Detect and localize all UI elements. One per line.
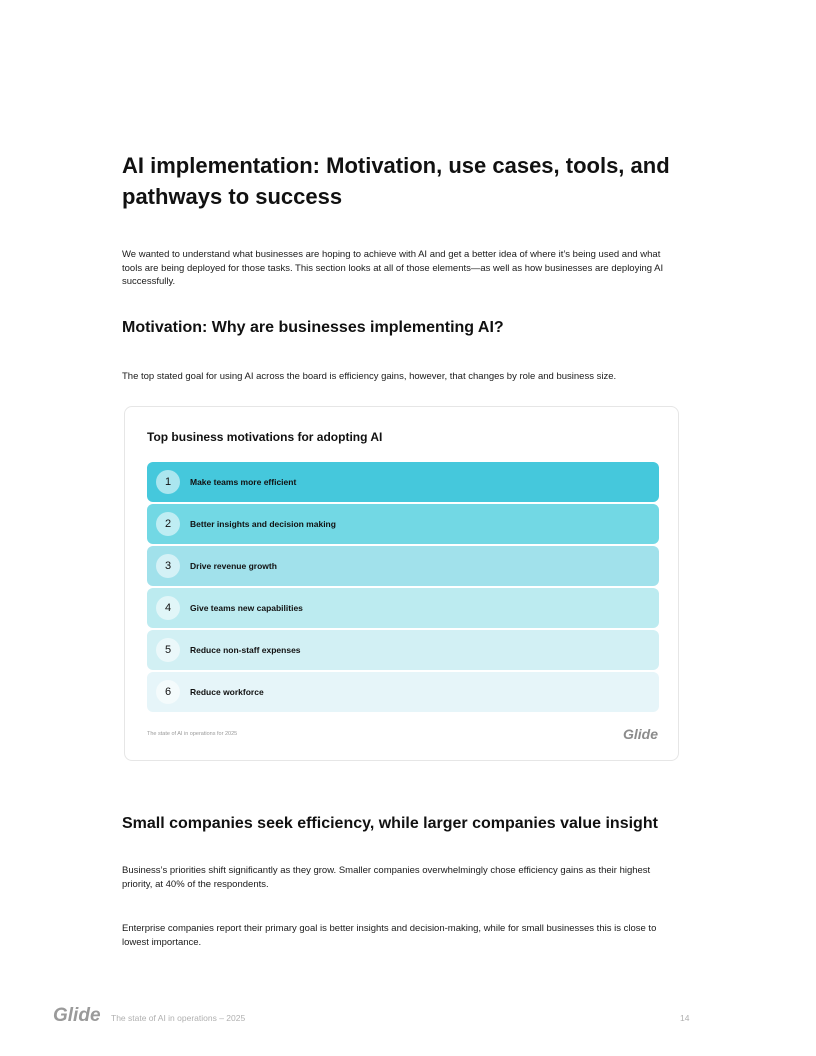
rank-number: 4 xyxy=(156,596,180,620)
motivation-row xyxy=(147,588,659,628)
rank-number: 1 xyxy=(156,470,180,494)
motivation-row xyxy=(147,546,659,586)
intro-paragraph: We wanted to understand what businesses are hoping to achieve with AI and get a better idea of where it’s being used and what tools are being deployed for those tasks. This section looks at all of those elements—as well as how businesses are deploying AI successfully. xyxy=(122,249,664,287)
glide-logo: Glide xyxy=(622,726,658,742)
card-title: Top business motivations for adopting AI xyxy=(147,430,383,444)
motivation-label: Reduce workforce xyxy=(190,687,264,697)
enterprise-paragraph: Enterprise companies report their primary goal is better insights and decision-making, while for small businesses this is close to lowest importance. xyxy=(122,923,657,948)
section-heading-small-companies: Small companies seek efficiency, while larger companies value insight xyxy=(122,815,658,832)
footer-text: The state of AI in operations – 2025 xyxy=(111,1013,246,1023)
motivation-row xyxy=(147,630,659,670)
motivation-label: Give teams new capabilities xyxy=(190,603,303,613)
motivation-paragraph: The top stated goal for using AI across the board is efficiency gains, however, that changes by role and business size. xyxy=(122,371,617,382)
motivation-label: Drive revenue growth xyxy=(190,561,277,571)
motivation-row xyxy=(147,672,659,712)
rank-number: 6 xyxy=(156,680,180,704)
motivation-label: Reduce non-staff expenses xyxy=(190,645,301,655)
motivations-list xyxy=(147,462,659,714)
motivation-label: Make teams more efficient xyxy=(190,477,297,487)
rank-number: 2 xyxy=(156,512,180,536)
footer-glide-logo: Glide xyxy=(53,1005,101,1026)
page-number: 14 xyxy=(680,1013,690,1023)
section-heading-motivation: Motivation: Why are businesses implementing AI? xyxy=(122,319,504,336)
card-footnote: The state of AI in operations for 2025 xyxy=(147,731,238,737)
page-title: AI implementation: Motivation, use cases, tools, and pathways to success xyxy=(122,153,670,209)
rank-number: 3 xyxy=(156,554,180,578)
rank-number: 5 xyxy=(156,638,180,662)
motivation-row xyxy=(147,504,659,544)
motivation-row xyxy=(147,462,659,502)
motivation-label: Better insights and decision making xyxy=(190,519,336,529)
motivations-card xyxy=(124,406,679,761)
priorities-paragraph: Business’s priorities shift significantly as they grow. Smaller companies overwhelmingly chose efficiency gains as their highest priority, at 40% of the respondents. xyxy=(122,865,651,890)
